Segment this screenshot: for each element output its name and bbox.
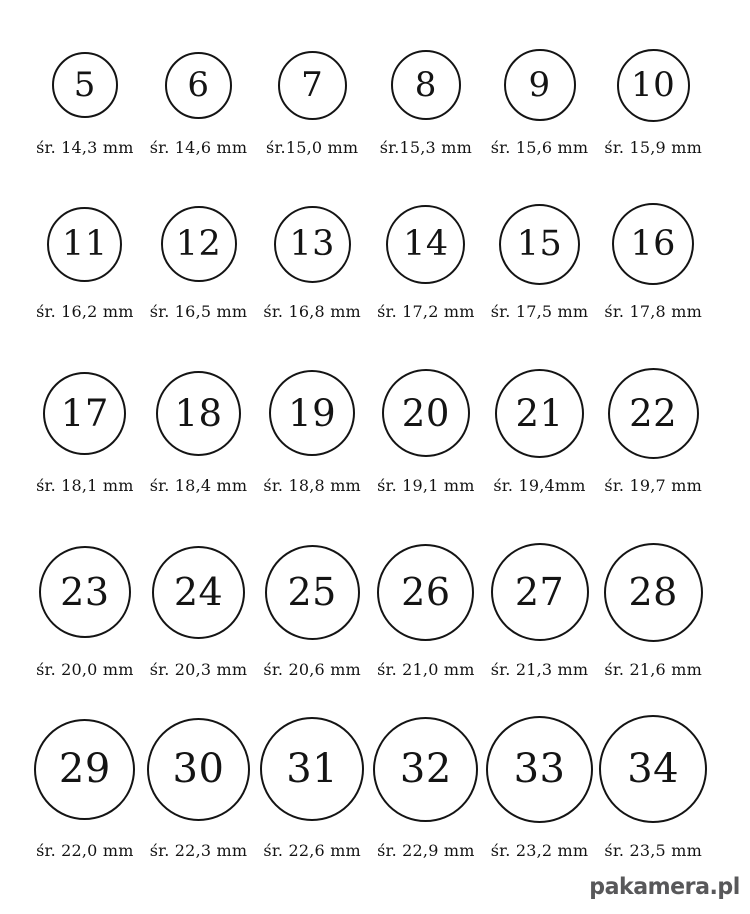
ring-size-number: 9 (528, 65, 551, 105)
ring-circle (491, 543, 589, 641)
ring-diameter-label: śr. 23,2 mm (490, 841, 589, 860)
ring-size-item (369, 48, 483, 158)
ring-circle (373, 717, 478, 822)
ring-diameter-label: śr. 16,8 mm (263, 302, 361, 321)
ring-size-number: 17 (60, 391, 109, 435)
ring-circle (34, 719, 135, 820)
ring-circle (617, 49, 690, 122)
ring-size-number: 16 (630, 223, 676, 264)
ring-size-item (255, 540, 369, 680)
ring-circle-area (147, 713, 250, 825)
ring-size-item (255, 202, 369, 322)
ring-size-number: 6 (187, 65, 210, 105)
ring-size-item (596, 713, 710, 861)
ring-size-number: 32 (399, 746, 452, 792)
ring-circle (39, 546, 131, 638)
ring-circle (147, 718, 250, 821)
ring-size-item (28, 202, 142, 322)
ring-size-number: 20 (401, 391, 450, 435)
ring-circle (152, 546, 245, 639)
ring-size-chart (28, 0, 710, 861)
ring-size-item (142, 366, 256, 496)
ring-circle (52, 52, 118, 118)
ring-size-item (483, 713, 597, 861)
ring-diameter-label: śr. 18,1 mm (36, 476, 134, 495)
ring-circle-area (617, 48, 690, 122)
ring-circle-area (152, 540, 245, 644)
ring-circle-area (274, 202, 351, 286)
ring-diameter-label: śr. 19,1 mm (377, 476, 475, 495)
ring-circle (382, 369, 470, 457)
ring-diameter-label: śr. 22,9 mm (377, 841, 475, 860)
ring-circle-area (386, 202, 465, 286)
ring-circle-area (43, 366, 126, 460)
ring-diameter-label: śr. 17,5 mm (490, 302, 589, 321)
ring-circle-area (486, 713, 593, 825)
ring-diameter-label: śr. 19,4mm (493, 476, 586, 495)
ring-diameter-label: śr. 14,6 mm (149, 138, 248, 157)
ring-size-number: 7 (301, 65, 324, 105)
ring-circle-area (504, 48, 576, 122)
ring-row (28, 48, 710, 158)
ring-size-number: 21 (515, 391, 564, 435)
ring-circle-area (161, 202, 237, 286)
ring-circle (43, 372, 126, 455)
ring-size-item (483, 366, 597, 496)
ring-size-item (369, 713, 483, 861)
ring-diameter-label: śr. 17,8 mm (604, 302, 702, 321)
ring-size-item (369, 540, 483, 680)
ring-diameter-label: śr. 23,5 mm (604, 841, 702, 860)
ring-circle (265, 545, 360, 640)
ring-circle-area (373, 713, 478, 825)
ring-circle (608, 368, 699, 459)
ring-diameter-label: śr. 21,3 mm (490, 660, 589, 679)
ring-circle-area (34, 713, 135, 825)
ring-circle (274, 206, 351, 283)
ring-size-number: 11 (62, 223, 108, 264)
ring-diameter-label: śr. 14,3 mm (36, 138, 134, 157)
ring-size-item (142, 713, 256, 861)
ring-size-item (596, 202, 710, 322)
ring-circle (165, 52, 232, 119)
ring-size-number: 18 (174, 391, 223, 435)
ring-size-number: 27 (514, 570, 565, 614)
ring-size-item (255, 713, 369, 861)
ring-size-item (483, 540, 597, 680)
ring-size-item (255, 366, 369, 496)
ring-size-item (483, 48, 597, 158)
ring-circle-area (156, 366, 241, 460)
ring-size-number: 31 (286, 746, 339, 792)
ring-diameter-label: śr. 20,0 mm (36, 660, 134, 679)
ring-circle (278, 51, 347, 120)
ring-circle (486, 716, 593, 823)
ring-diameter-label: śr. 20,3 mm (149, 660, 248, 679)
ring-circle (612, 203, 694, 285)
ring-circle-area (265, 540, 360, 644)
ring-row (28, 540, 710, 680)
ring-circle-area (604, 540, 703, 644)
ring-size-number: 15 (516, 223, 563, 264)
ring-size-number: 29 (58, 746, 111, 792)
ring-size-item (596, 540, 710, 680)
ring-diameter-label: śr. 22,6 mm (263, 841, 361, 860)
ring-circle (156, 371, 241, 456)
ring-circle (504, 49, 576, 121)
ring-circle (269, 370, 355, 456)
ring-circle-area (495, 366, 584, 460)
ring-size-item (28, 540, 142, 680)
ring-circle (386, 205, 465, 284)
ring-diameter-label: śr.15,3 mm (379, 138, 472, 157)
ring-circle (260, 717, 364, 821)
ring-circle-area (260, 713, 364, 825)
ring-size-number: 13 (289, 223, 335, 264)
ring-diameter-label: śr. 17,2 mm (377, 302, 475, 321)
ring-circle-area (278, 48, 347, 122)
ring-circle (377, 544, 474, 641)
ring-size-number: 23 (60, 570, 110, 614)
ring-diameter-label: śr. 15,6 mm (490, 138, 589, 157)
ring-size-number: 22 (629, 391, 678, 435)
ring-circle (391, 50, 461, 120)
ring-size-number: 19 (288, 391, 337, 435)
ring-circle-area (165, 48, 232, 122)
ring-circle (495, 369, 584, 458)
ring-diameter-label: śr. 16,2 mm (36, 302, 134, 321)
ring-size-item (369, 366, 483, 496)
ring-size-number: 34 (627, 746, 680, 792)
ring-circle-area (377, 540, 474, 644)
ring-size-item (596, 48, 710, 158)
ring-size-number: 26 (401, 570, 451, 614)
ring-size-number: 28 (628, 570, 678, 614)
ring-diameter-label: śr. 16,5 mm (149, 302, 248, 321)
ring-size-number: 24 (173, 570, 224, 614)
ring-size-item (28, 48, 142, 158)
ring-row (28, 713, 710, 861)
ring-circle (604, 543, 703, 642)
ring-diameter-label: śr. 18,4 mm (149, 476, 248, 495)
ring-size-number: 30 (172, 746, 225, 792)
ring-diameter-label: śr. 21,0 mm (377, 660, 475, 679)
ring-diameter-label: śr. 22,0 mm (36, 841, 134, 860)
ring-circle-area (599, 713, 707, 825)
ring-size-item (142, 540, 256, 680)
ring-size-number: 33 (513, 746, 566, 792)
ring-diameter-label: śr. 22,3 mm (149, 841, 248, 860)
ring-circle-area (269, 366, 355, 460)
ring-size-number: 5 (73, 65, 96, 105)
ring-diameter-label: śr. 19,7 mm (604, 476, 702, 495)
ring-circle (161, 206, 237, 282)
pakamera-logo: pakamera.pl (589, 874, 740, 900)
ring-circle-area (608, 366, 699, 460)
ring-size-number: 8 (414, 65, 437, 105)
ring-size-item (369, 202, 483, 322)
ring-circle-area (39, 540, 131, 644)
ring-diameter-label: śr. 21,6 mm (604, 660, 702, 679)
ring-size-number: 14 (403, 223, 449, 264)
ring-size-item (142, 48, 256, 158)
ring-circle-area (52, 48, 118, 122)
ring-diameter-label: śr. 15,9 mm (604, 138, 702, 157)
ring-circle-area (382, 366, 470, 460)
ring-size-item (483, 202, 597, 322)
ring-circle-area (391, 48, 461, 122)
ring-diameter-label: śr. 18,8 mm (263, 476, 361, 495)
ring-size-number: 12 (175, 223, 222, 264)
ring-circle (599, 715, 707, 823)
ring-circle (47, 207, 122, 282)
ring-circle-area (612, 202, 694, 286)
ring-size-number: 10 (631, 65, 676, 105)
ring-circle (499, 204, 580, 285)
ring-size-item (142, 202, 256, 322)
ring-row (28, 366, 710, 496)
ring-size-item (28, 713, 142, 861)
ring-circle-area (499, 202, 580, 286)
ring-diameter-label: śr. 20,6 mm (263, 660, 361, 679)
ring-row (28, 202, 710, 322)
ring-size-item (28, 366, 142, 496)
ring-size-item (596, 366, 710, 496)
ring-size-item (255, 48, 369, 158)
ring-diameter-label: śr.15,0 mm (266, 138, 359, 157)
ring-size-number: 25 (287, 570, 337, 614)
ring-circle-area (491, 540, 589, 644)
ring-circle-area (47, 202, 122, 286)
